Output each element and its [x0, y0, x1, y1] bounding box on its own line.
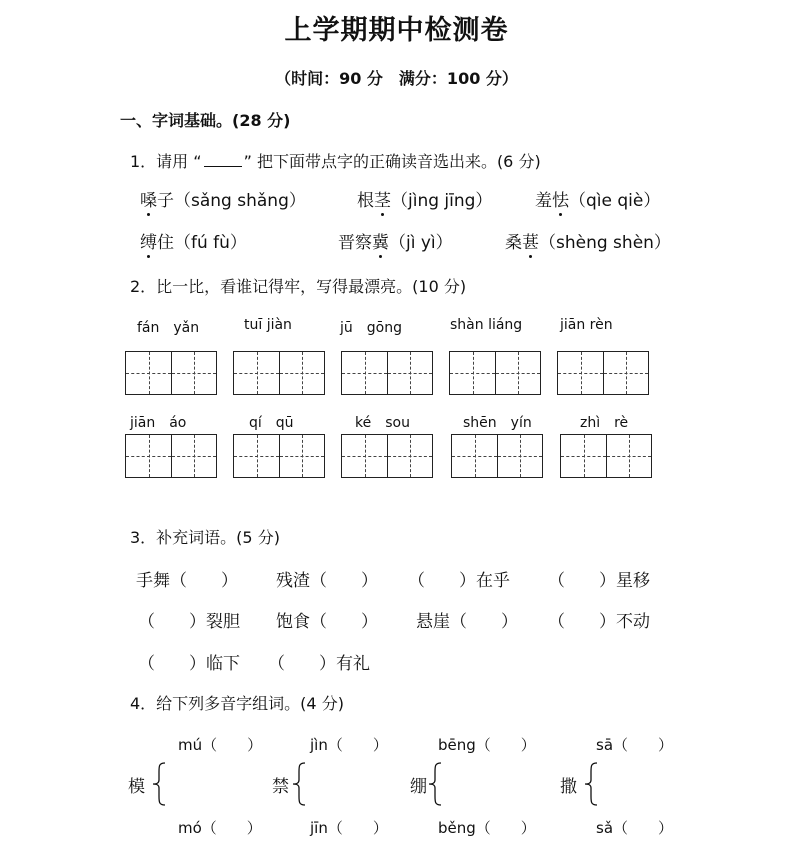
- polyphone-char: 禁: [272, 777, 289, 797]
- writing-grid[interactable]: [341, 434, 433, 478]
- idiom-item: （ ）临下: [138, 654, 240, 674]
- writing-grid[interactable]: [341, 351, 433, 395]
- idiom-item: （ ）有礼: [268, 654, 370, 674]
- reading-item: 桑葚（shèng shèn）: [505, 228, 671, 253]
- polyphone-reading: běng（ ）: [438, 819, 536, 837]
- idiom-item: 悬崖（ ）: [416, 612, 518, 632]
- answer-blank: [204, 152, 242, 167]
- writing-grid[interactable]: [233, 434, 325, 478]
- question-3-label: 3．补充词语。(5 分): [130, 528, 280, 547]
- brace-icon: [292, 762, 306, 806]
- section-heading: 一、字词基础。(28 分): [120, 111, 291, 130]
- polyphone-reading: mú（ ）: [178, 736, 263, 754]
- reading-item: 羞怯（qìe qiè）: [535, 186, 660, 211]
- idiom-item: （ ）不动: [548, 612, 650, 632]
- writing-grid[interactable]: [233, 351, 325, 395]
- polyphone-reading: bēng（ ）: [438, 736, 536, 754]
- writing-grid[interactable]: [451, 434, 543, 478]
- pinyin-label: ké sou: [355, 415, 410, 431]
- writing-grid[interactable]: [557, 351, 649, 395]
- brace-icon: [584, 762, 598, 806]
- reading-item: 晋察冀（jì yì）: [338, 228, 453, 253]
- reading-item: 根茎（jìng jīng）: [357, 186, 492, 211]
- polyphone-reading: mó（ ）: [178, 819, 262, 837]
- question-4-label: 4．给下列多音字组词。(4 分): [130, 694, 344, 713]
- pinyin-label: zhì rè: [580, 415, 629, 431]
- polyphone-reading: sǎ（ ）: [596, 819, 674, 837]
- writing-grid[interactable]: [125, 351, 217, 395]
- brace-icon: [428, 762, 442, 806]
- idiom-item: 手舞（ ）: [136, 571, 238, 591]
- pinyin-label: jiān rèn: [560, 317, 613, 333]
- polyphone-char: 撒: [560, 777, 577, 797]
- polyphone-char: 模: [128, 777, 145, 797]
- exam-info: （时间：90 分 满分：100 分）: [275, 69, 518, 88]
- pinyin-label: jiān áo: [130, 415, 187, 431]
- idiom-item: 残渣（ ）: [276, 571, 378, 591]
- brace-icon: [152, 762, 166, 806]
- question-1-label: 1．请用 “ ” 把下面带点字的正确读音选出来。(6 分): [130, 152, 541, 171]
- pinyin-label: shàn liáng: [450, 317, 523, 333]
- polyphone-reading: sā（ ）: [596, 736, 674, 754]
- question-2-label: 2．比一比，看谁记得牢，写得最漂亮。(10 分): [130, 277, 467, 296]
- idiom-item: （ ）裂胆: [138, 612, 240, 632]
- polyphone-reading: jīn（ ）: [310, 819, 388, 837]
- reading-item: 缚住（fú fù）: [140, 228, 247, 253]
- pinyin-label: qí qū: [249, 415, 294, 431]
- writing-grid[interactable]: [560, 434, 652, 478]
- pinyin-label: shēn yín: [463, 415, 532, 431]
- idiom-item: 饱食（ ）: [276, 612, 378, 632]
- writing-grid[interactable]: [449, 351, 541, 395]
- reading-item: 嗓子（sǎng shǎng）: [140, 186, 306, 211]
- page-title: 上学期期中检测卷: [284, 15, 509, 46]
- idiom-item: （ ）在乎: [408, 571, 510, 591]
- idiom-item: （ ）星移: [548, 571, 650, 591]
- pinyin-label: tuī jiàn: [244, 317, 292, 333]
- writing-grid[interactable]: [125, 434, 217, 478]
- pinyin-label: fán yǎn: [137, 320, 200, 336]
- pinyin-label: jū gōng: [340, 320, 402, 336]
- polyphone-reading: jìn（ ）: [310, 736, 388, 754]
- polyphone-char: 绷: [410, 777, 427, 797]
